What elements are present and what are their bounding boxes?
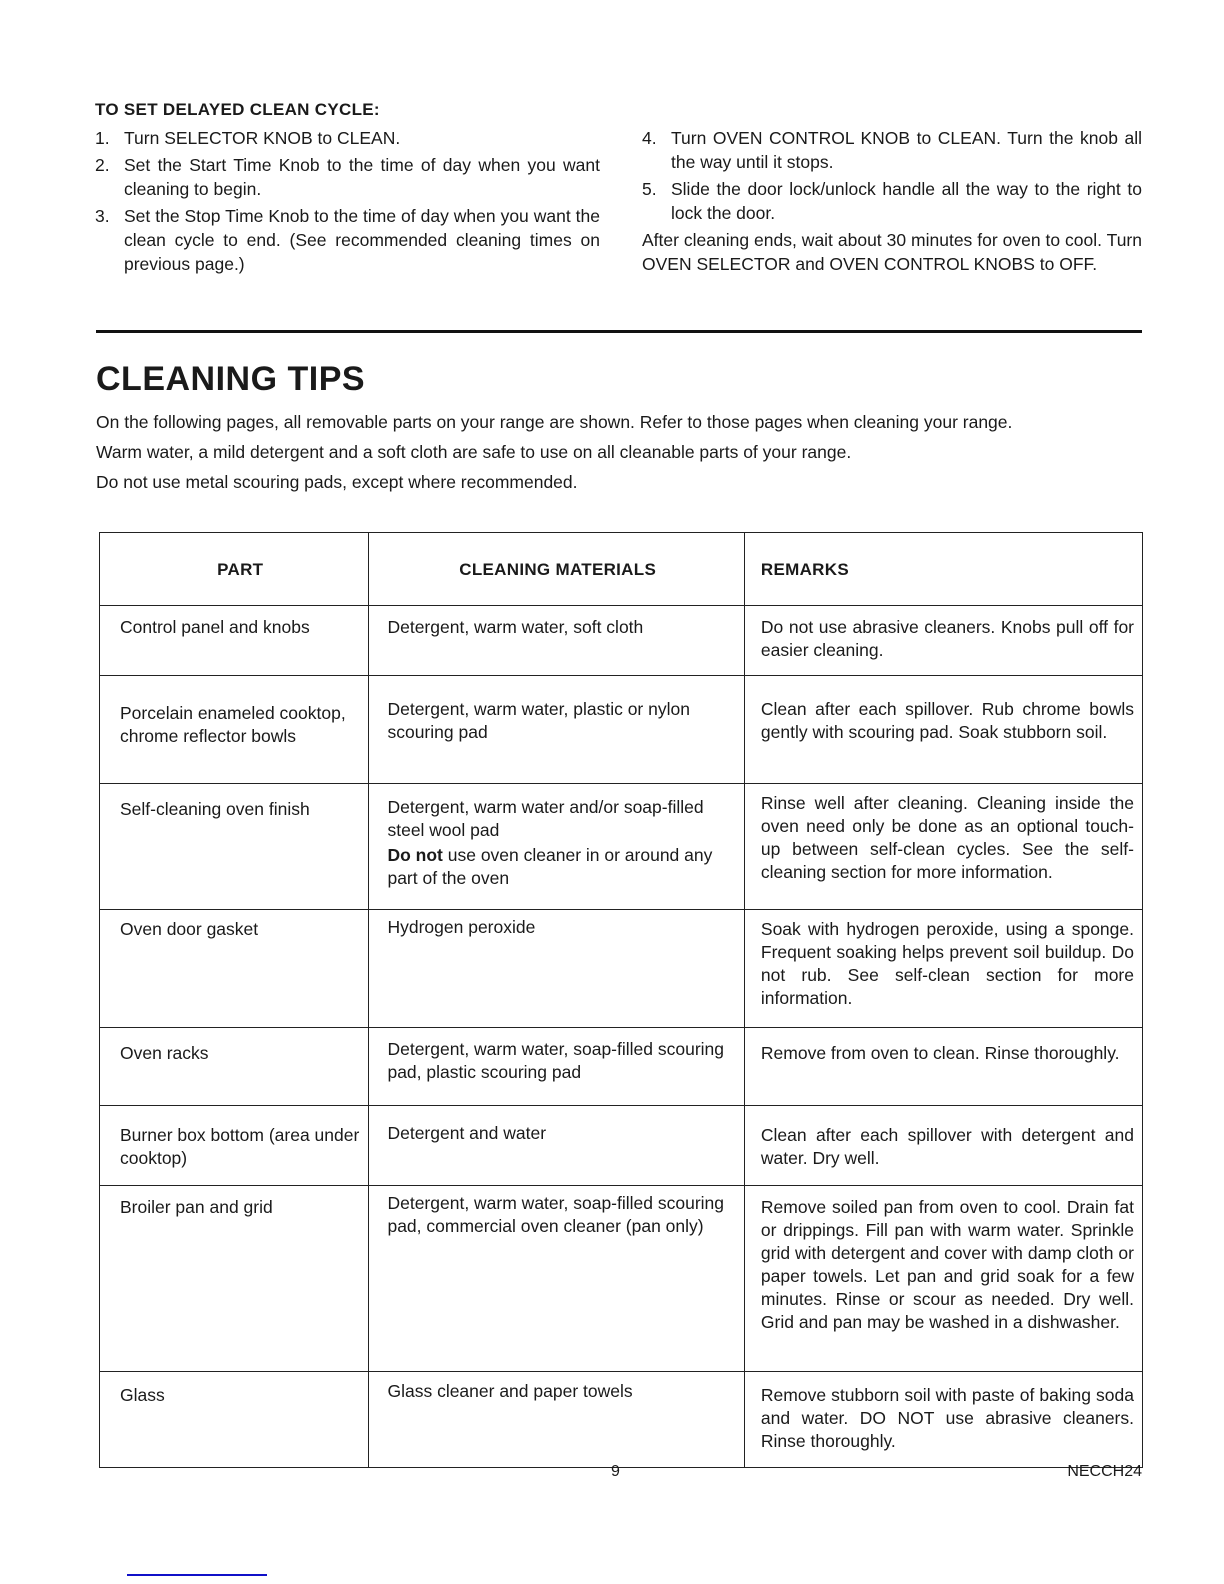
step-number: 1.: [95, 128, 110, 148]
cell-materials: Detergent and water: [369, 1106, 744, 1186]
intro-paragraph: On the following pages, all removable parts on your range are shown. Refer to those pages when cleaning your range.: [96, 412, 1013, 432]
cell-materials: [369, 784, 744, 910]
cell-part: Burner box bottom (area under cooktop): [100, 1106, 369, 1186]
page-title: CLEANING TIPS: [96, 360, 366, 398]
after-cleaning-note: After cleaning ends, wait about 30 minutes for oven to cool. Turn OVEN SELECTOR and OVEN CONTROL KNOBS to OFF.: [642, 230, 1142, 274]
table-row: [100, 1028, 1143, 1106]
table-row: [100, 606, 1143, 676]
cleaning-table: [99, 532, 1143, 1468]
step-text: Set the Stop Time Knob to the time of day when you want the clean cycle to end. (See recommended cleaning times on previous page.): [124, 206, 600, 274]
steps-column-left: [95, 126, 600, 279]
step-item: [95, 126, 600, 150]
blue-underline-mark: [127, 1574, 267, 1576]
cell-remarks: Soak with hydrogen peroxide, using a sponge. Frequent soaking helps prevent soil buildup. Do not rub. See self-clean section for more information.: [744, 910, 1142, 1028]
step-number: 3.: [95, 206, 110, 226]
step-item: [95, 153, 600, 201]
page-number: 9: [611, 1463, 620, 1480]
warning-text: use oven cleaner in or around any part of the oven: [387, 845, 713, 888]
cell-materials: Detergent, warm water, plastic or nylon scouring pad: [369, 676, 744, 784]
delayed-clean-heading: TO SET DELAYED CLEAN CYCLE:: [95, 100, 380, 119]
step-text: Slide the door lock/unlock handle all the way to the right to lock the door.: [671, 179, 1142, 223]
table-row: [100, 1106, 1143, 1186]
document-code: NECCH24: [1067, 1463, 1142, 1480]
cell-materials: Detergent, warm water, soap-filled scouring pad, plastic scouring pad: [369, 1028, 744, 1106]
step-number: 2.: [95, 155, 110, 175]
step-number: 5.: [642, 179, 657, 199]
cell-part: Self-cleaning oven finish: [100, 784, 369, 910]
steps-column-right: [642, 126, 1142, 276]
cell-remarks: Do not use abrasive cleaners. Knobs pull off for easier cleaning.: [744, 606, 1142, 676]
materials-text: Detergent, warm water and/or soap-filled steel wool pad: [387, 797, 704, 840]
header-remarks: REMARKS: [744, 533, 1142, 606]
table-row: [100, 1186, 1143, 1372]
table-row: [100, 1372, 1143, 1468]
materials-warning: [387, 844, 727, 890]
cell-remarks: Remove from oven to clean. Rinse thoroughly.: [744, 1028, 1142, 1106]
step-text: Turn OVEN CONTROL KNOB to CLEAN. Turn the knob all the way until it stops.: [671, 128, 1142, 172]
intro-text: [96, 410, 1146, 500]
warning-lead: Do not: [387, 845, 443, 865]
section-divider: [96, 330, 1142, 333]
cell-remarks: Clean after each spillover. Rub chrome bowls gently with scouring pad. Soak stubborn soil.: [744, 676, 1142, 784]
step-text: Set the Start Time Knob to the time of day when you want cleaning to begin.: [124, 155, 600, 199]
cell-part: Glass: [100, 1372, 369, 1468]
cell-materials: Hydrogen peroxide: [369, 910, 744, 1028]
step-number: 4.: [642, 128, 657, 148]
cell-materials: Glass cleaner and paper towels: [369, 1372, 744, 1468]
cell-materials: Detergent, warm water, soap-filled scouring pad, commercial oven cleaner (pan only): [369, 1186, 744, 1372]
cell-part: Oven racks: [100, 1028, 369, 1106]
intro-paragraph: Do not use metal scouring pads, except where recommended.: [96, 472, 578, 492]
step-text: Turn SELECTOR KNOB to CLEAN.: [124, 128, 401, 148]
header-materials: CLEANING MATERIALS: [369, 533, 744, 606]
step-item: [642, 177, 1142, 225]
cell-materials: Detergent, warm water, soft cloth: [369, 606, 744, 676]
table-row: [100, 784, 1143, 910]
cell-part: Broiler pan and grid: [100, 1186, 369, 1372]
cell-remarks: Remove soiled pan from oven to cool. Drain fat or drippings. Fill pan with warm water. Sprinkle grid with detergent and cover with damp cloth or paper towels. Let pan and grid soak for a few minutes. Rinse or scour as needed. Dry well. Grid and pan may be washed in a dishwasher.: [744, 1186, 1142, 1372]
cell-part: Control panel and knobs: [100, 606, 369, 676]
cell-remarks: Remove stubborn soil with paste of baking soda and water. DO NOT use abrasive cleaners. Rinse thoroughly.: [744, 1372, 1142, 1468]
cell-remarks: Clean after each spillover with detergent and water. Dry well.: [744, 1106, 1142, 1186]
table-row: [100, 676, 1143, 784]
header-part: PART: [100, 533, 369, 606]
table-header-row: [100, 533, 1143, 606]
table-row: [100, 910, 1143, 1028]
cell-part: Oven door gasket: [100, 910, 369, 1028]
cell-part: Porcelain enameled cooktop, chrome reflector bowls: [100, 676, 369, 784]
cell-remarks: Rinse well after cleaning. Cleaning inside the oven need only be done as an optional touch-up between self-clean cycles. See the self-cleaning section for more information.: [744, 784, 1142, 910]
step-item: [642, 126, 1142, 174]
intro-paragraph: Warm water, a mild detergent and a soft cloth are safe to use on all cleanable parts of your range.: [96, 442, 852, 462]
step-item: [95, 204, 600, 276]
